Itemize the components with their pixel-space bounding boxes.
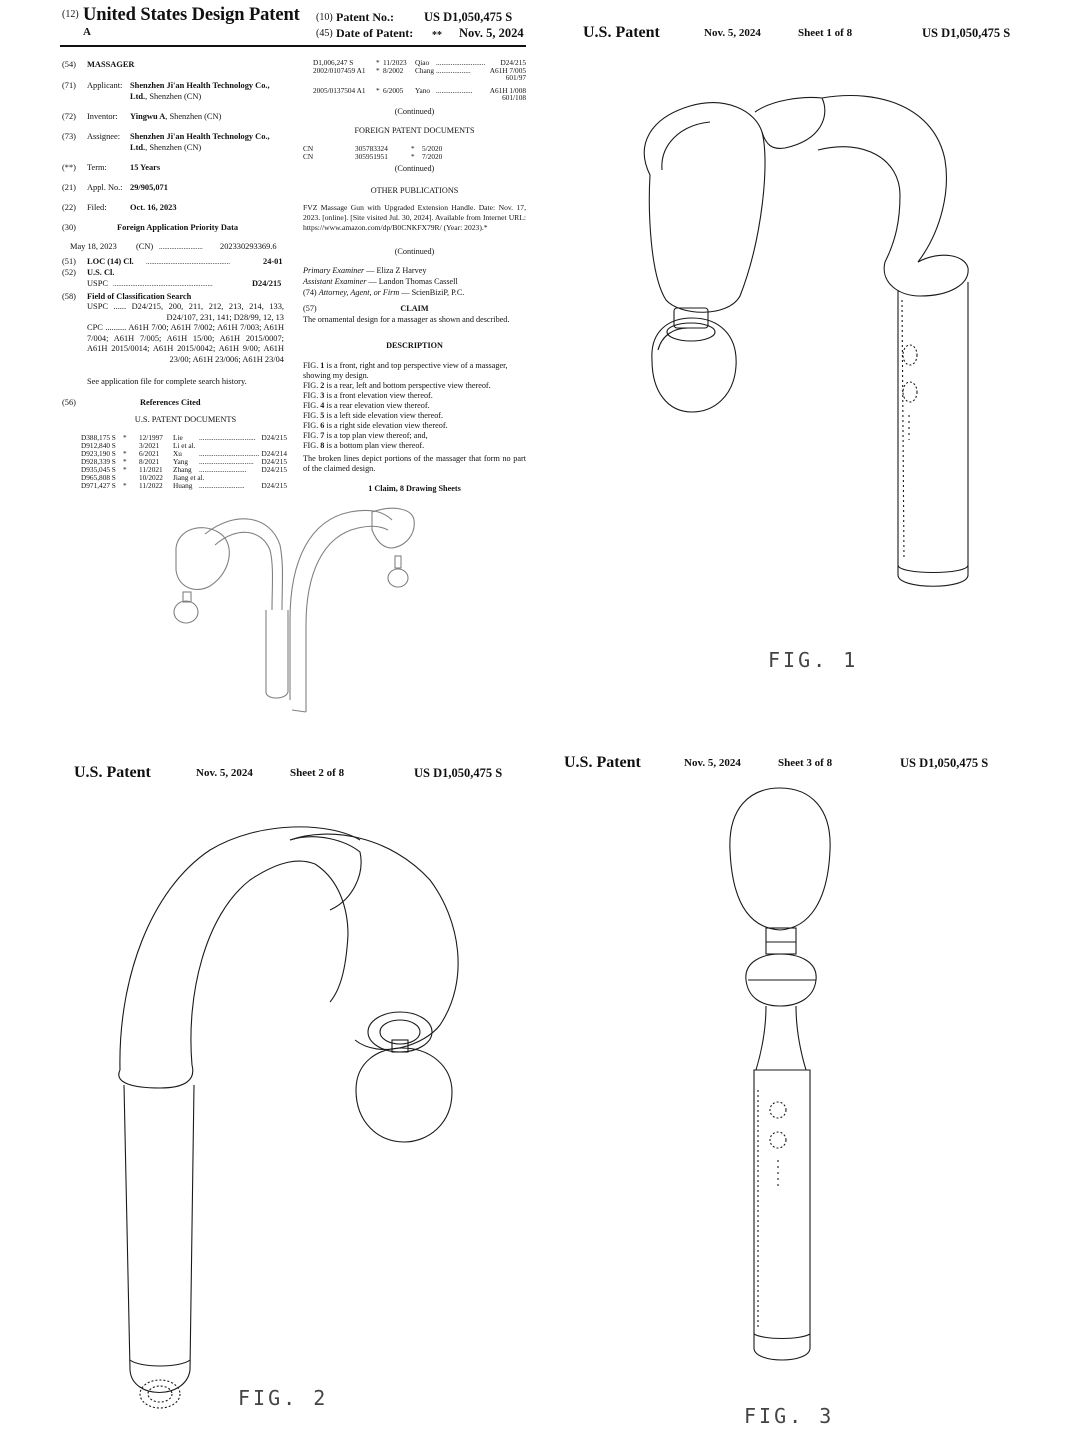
reference-date: 11/2023 <box>383 58 407 67</box>
fig1-handle-seam <box>902 300 904 560</box>
fig-number: 4 <box>320 401 325 410</box>
reference-no: D1,006,247 S <box>313 58 354 67</box>
search-uspc: USPC ...... D24/215, 200, 211, 212, 213, 214, 133, D24/107, 231, 141; D28/99, 12, 13 <box>87 302 284 322</box>
fig3-drawing <box>540 730 1080 1440</box>
fig-number: 5 <box>320 411 325 420</box>
reference-star: * <box>376 58 380 67</box>
fig1-arch-outer <box>822 96 946 262</box>
fig-description: is a top plan view thereof; and, <box>324 431 428 440</box>
field-72-num: (72) <box>62 112 76 121</box>
fig-number: 3 <box>320 391 325 400</box>
fig-number: 1 <box>320 361 325 370</box>
reference-dots: ......................... <box>199 481 245 490</box>
fig1-head-highlight <box>662 122 710 170</box>
reference-star: * <box>123 481 127 490</box>
applicant-name: Shenzhen Ji'an Health Technology Co., Ltd. <box>130 81 270 101</box>
fp-head-right <box>372 508 414 548</box>
fp-handle-left <box>266 610 288 698</box>
reference-date: 10/2022 <box>139 473 163 482</box>
assistant-label: Assistant Examiner <box>303 277 367 286</box>
reference-no: D935,045 S <box>81 465 116 474</box>
inventor-location: , Shenzhen (CN) <box>165 112 222 121</box>
attorney-num: (74) <box>303 288 317 297</box>
reference-name: Zhang <box>173 465 192 474</box>
other-pubs-text: FVZ Massage Gun with Upgraded Extension Handle. Date: Nov. 17, 2023. [online]. [Site visited Jul. 30, 2024]. Available from Internet URL: https://www.amazon.com/dp/B0CNKFX79R/ (Year: 2023).* <box>303 203 526 232</box>
date-stars: ** <box>432 30 442 41</box>
fig2-handle-ring <box>130 1360 190 1366</box>
reference-dots: ............................... <box>199 433 256 442</box>
search-cpc: CPC .......... A61H 7/00; A61H 7/002; A61H 7/003; A61H 7/004; A61H 7/005; A61H 15/00; A61H 2015/0007; A61H 2015/0014; A61H 2015/0042; A61H 9/00; A61H 23/00; A61H 23/006; A61H 23/04 <box>87 323 284 364</box>
inventor-name: Yingwu A <box>130 112 166 121</box>
reference-date: 6/2021 <box>139 449 160 458</box>
sheet-1 <box>540 0 1080 720</box>
reference-star: * <box>376 86 380 95</box>
field-71-num: (71) <box>62 81 76 90</box>
fig2-arch-outer <box>120 827 360 1070</box>
fig2-band <box>290 837 361 910</box>
fig-prefix: FIG. <box>303 421 321 430</box>
fig-number: 2 <box>320 381 325 390</box>
reference-no: D912,840 S <box>81 441 116 450</box>
title-field: MASSAGER <box>87 60 135 69</box>
priority-date: May 18, 2023 <box>70 242 117 251</box>
fig2-vent <box>140 1380 180 1408</box>
sheet3-us-patent: U.S. Patent <box>564 754 641 771</box>
reference-star: * <box>123 433 127 442</box>
reference-date: 7/2020 <box>422 152 443 161</box>
broken-lines-note: The broken lines depict portions of the massager that form no part of the claimed design. <box>303 454 526 473</box>
fig-number: 7 <box>320 431 325 440</box>
fp-base-right <box>292 710 306 712</box>
description-heading: DESCRIPTION <box>386 341 443 350</box>
fig-prefix: FIG. <box>303 401 321 410</box>
attorney-label: Attorney, Agent, or Firm <box>318 288 400 297</box>
field-73-num: (73) <box>62 132 76 141</box>
foreign-docs-heading: FOREIGN PATENT DOCUMENTS <box>354 126 475 135</box>
reference-cc: CN <box>303 152 314 161</box>
fig2-head-outer <box>290 834 458 1049</box>
reference-no: 305951951 <box>355 152 388 161</box>
fig1-drawing <box>540 0 1080 720</box>
fig-prefix: FIG. <box>303 411 321 420</box>
reference-cc: CN <box>303 144 314 153</box>
fig1-ball-highlight <box>658 328 688 350</box>
reference-name: Yano <box>415 86 431 95</box>
reference-star: * <box>123 457 127 466</box>
term-value: 15 Years <box>130 163 161 172</box>
reference-cls: A61H 1/008 <box>489 86 526 95</box>
sheet-3 <box>540 730 1080 1440</box>
fig1-label: FIG. 1 <box>768 648 859 672</box>
claims-summary: 1 Claim, 8 Drawing Sheets <box>368 484 461 493</box>
reference-date: 11/2021 <box>139 465 163 474</box>
date-label: Date of Patent: <box>336 26 414 40</box>
reference-cls: A61H 7/005 <box>489 66 526 75</box>
sheet3-patent-number: US D1,050,475 S <box>900 756 989 770</box>
fig1-head <box>644 103 765 313</box>
reference-no: D928,339 S <box>81 457 116 466</box>
reference-no: D965,808 S <box>81 473 116 482</box>
reference-cls: D24/215 <box>261 465 287 474</box>
fig-prefix: FIG. <box>303 441 321 450</box>
appl-no-value: 29/905,071 <box>130 183 168 192</box>
priority-country: (CN) <box>136 242 154 251</box>
reference-star: * <box>411 144 415 153</box>
loc-value: 24-01 <box>263 257 283 266</box>
priority-number: 202330293369.6 <box>220 242 277 251</box>
fig2-handle <box>124 1085 194 1393</box>
fig-prefix: FIG. <box>303 431 321 440</box>
fig1-handle-top <box>884 255 968 296</box>
reference-cls2: 601/97 <box>505 73 526 82</box>
fig2-arch-inner <box>191 861 315 1065</box>
fig1-ball <box>652 318 736 412</box>
reference-dots: ........................... <box>436 58 486 67</box>
appl-no-label: Appl. No.: <box>87 183 123 192</box>
reference-date: 8/2002 <box>383 66 404 75</box>
loc-label: LOC (14) Cl. <box>87 257 134 266</box>
fp-shaft-right <box>395 556 401 568</box>
fig-description: is a front, right and top perspective view of a massager, showing my design. <box>303 361 508 380</box>
field-22-num: (22) <box>62 203 76 212</box>
applicant-block: Shenzhen Ji'an Health Technology Co., Ltd., Shenzhen (CN) <box>130 81 270 101</box>
uspc-value: D24/215 <box>252 279 282 288</box>
reference-dots: .................... <box>436 86 473 95</box>
sheet3-date: Nov. 5, 2024 <box>684 757 741 769</box>
sheet2-patent-number: US D1,050,475 S <box>414 766 503 780</box>
fp-ball-left <box>174 601 198 623</box>
fig3-handle-ring <box>754 1334 810 1339</box>
field-52-num: (52) <box>62 268 76 277</box>
inventor-label: Inventor: <box>87 112 118 121</box>
reference-name: Huang <box>173 481 193 490</box>
assignee-block: Shenzhen Ji'an Health Technology Co., Ltd., Shenzhen (CN) <box>130 132 270 152</box>
reference-no: 2005/0137504 A1 <box>313 86 366 95</box>
fig2-vent-inner <box>148 1386 172 1402</box>
field-30-num: (30) <box>62 223 76 232</box>
reference-no: D388,175 S <box>81 433 116 442</box>
reference-date: 8/2021 <box>139 457 160 466</box>
us-cl-label: U.S. Cl. <box>87 268 115 277</box>
code-12: (12) <box>62 9 79 20</box>
reference-no: D923,190 S <box>81 449 116 458</box>
reference-cls: D24/215 <box>261 457 287 466</box>
reference-star: * <box>123 449 127 458</box>
reference-no: 305783324 <box>355 144 388 153</box>
fig3-button-2 <box>770 1132 786 1148</box>
reference-no: 2002/0107459 A1 <box>313 66 366 75</box>
fp-ball-right <box>388 569 408 587</box>
reference-date: 6/2005 <box>383 86 404 95</box>
sheet2-date: Nov. 5, 2024 <box>196 767 253 779</box>
fig-description: is a rear, left and bottom perspective view thereof. <box>324 381 491 390</box>
assignee-label: Assignee: <box>87 132 121 141</box>
fig1-button-1 <box>903 345 917 365</box>
assignee-location: Shenzhen (CN) <box>149 142 202 152</box>
fig2-label: FIG. 2 <box>238 1386 329 1410</box>
patent-date: Nov. 5, 2024 <box>459 26 524 40</box>
fig-prefix: FIG. <box>303 361 321 370</box>
sheet2-us-patent: U.S. Patent <box>74 764 151 781</box>
reference-star: * <box>123 465 127 474</box>
reference-cls: D24/215 <box>500 58 526 67</box>
reference-dots: ................................. <box>199 449 260 458</box>
claim-text: The ornamental design for a massager as shown and described. <box>303 315 510 324</box>
reference-date: 3/2021 <box>139 441 160 450</box>
fig2-drawing <box>0 740 540 1440</box>
field-51-num: (51) <box>62 257 76 266</box>
sheet1-patent-number: US D1,050,475 S <box>922 26 1011 40</box>
fig2-handle-top <box>119 1065 193 1088</box>
claim-num: (57) <box>303 304 317 313</box>
search-field-label: Field of Classification Search <box>87 292 192 301</box>
reference-date: 12/1997 <box>139 433 163 442</box>
reference-star: * <box>376 66 380 75</box>
reference-cls: D24/215 <box>261 433 287 442</box>
priority-dots: ......................... <box>159 243 203 251</box>
term-label: Term: <box>87 163 107 172</box>
fig-number: 6 <box>320 421 325 430</box>
reference-name: Lie <box>173 433 183 442</box>
uspc-label: USPC <box>87 279 108 288</box>
fig3-button-1 <box>770 1102 786 1118</box>
fig-number: 8 <box>320 441 325 450</box>
fig3-head <box>730 788 830 930</box>
term-num: (**) <box>62 163 76 172</box>
fig2-head-inner <box>315 864 348 1002</box>
search-history-note: See application file for complete search history. <box>87 377 247 386</box>
patent-type-title: United States Design Patent <box>83 5 300 25</box>
reference-name: Chang <box>415 66 435 75</box>
fig3-neck-right <box>796 1006 806 1070</box>
fig-description: is a left side elevation view thereof. <box>324 411 444 420</box>
fig1-collar <box>667 323 715 341</box>
code-45: (45) <box>316 28 333 39</box>
fig1-band <box>755 98 825 149</box>
code-10: (10) <box>316 12 333 23</box>
filed-label: Filed: <box>87 203 107 212</box>
fig-prefix: FIG. <box>303 391 321 400</box>
fp-body-right-inner <box>306 526 388 712</box>
reference-dots: ................... <box>436 66 471 75</box>
continued-1: (Continued) <box>394 107 435 116</box>
fig1-handle-ring <box>898 565 968 573</box>
reference-cls: D24/215 <box>261 481 287 490</box>
reference-dots: .......................... <box>199 465 247 474</box>
reference-cls: D24/214 <box>261 449 287 458</box>
priority-heading: Foreign Application Priority Data <box>117 223 239 232</box>
patent-number: US D1,050,475 S <box>424 10 513 24</box>
fig3-handle <box>754 1070 810 1360</box>
primary-name: — Eliza Z Harvey <box>364 266 427 275</box>
sheet1-sheet-number: Sheet 1 of 8 <box>798 27 853 39</box>
assistant-name: — Landon Thomas Cassell <box>366 277 458 286</box>
reference-name: Li et al. <box>173 441 196 450</box>
fp-neck-left-inner <box>215 532 273 610</box>
reference-date: 11/2022 <box>139 481 163 490</box>
reference-dots: .............................. <box>199 457 254 466</box>
reference-name: Qiao <box>415 58 430 67</box>
fig3-label: FIG. 3 <box>744 1404 835 1428</box>
sheet-2 <box>0 740 540 1440</box>
field-58-num: (58) <box>62 292 76 301</box>
reference-star: * <box>411 152 415 161</box>
continued-2: (Continued) <box>394 164 435 173</box>
field-56-num: (56) <box>62 398 76 407</box>
uspc-dots: ......................................................... <box>113 280 213 288</box>
fig-description: is a rear elevation view thereof. <box>324 401 430 410</box>
assignee-name: Shenzhen Ji'an Health Technology Co., Ltd. <box>130 132 270 152</box>
sheet3-sheet-number: Sheet 3 of 8 <box>778 757 833 769</box>
fig2-ball <box>356 1048 452 1142</box>
claim-heading: CLAIM <box>400 304 429 313</box>
fig1-arch-inner <box>818 147 900 262</box>
inventor-short: A <box>83 26 91 38</box>
fig1-button-2 <box>903 382 917 402</box>
primary-label: Primary Examiner <box>303 266 365 275</box>
other-pubs-heading: OTHER PUBLICATIONS <box>370 186 459 195</box>
us-docs-heading: U.S. PATENT DOCUMENTS <box>134 415 237 424</box>
fig-prefix: FIG. <box>303 381 321 390</box>
reference-name: Yang <box>173 457 189 466</box>
patent-no-label: Patent No.: <box>336 10 394 24</box>
field-54-num: (54) <box>62 60 76 69</box>
field-21-num: (21) <box>62 183 76 192</box>
fig2-collar <box>368 1012 432 1052</box>
fig-description: is a front elevation view thereof. <box>324 391 433 400</box>
attorney-name: — ScienBiziP, P.C. <box>399 288 465 297</box>
loc-dots: ................................................ <box>146 258 230 266</box>
fig-description: is a bottom plan view thereof. <box>324 441 425 450</box>
fig3-neck-left <box>756 1006 766 1070</box>
continued-3: (Continued) <box>394 247 435 256</box>
fig3-shaft <box>766 928 796 954</box>
fig-description: is a right side elevation view thereof. <box>324 421 448 430</box>
reference-name: Xu <box>173 449 182 458</box>
reference-date: 5/2020 <box>422 144 443 153</box>
sheet2-sheet-number: Sheet 2 of 8 <box>290 767 345 779</box>
filed-value: Oct. 16, 2023 <box>130 203 177 212</box>
front-page-drawing <box>0 0 540 720</box>
sheet1-date: Nov. 5, 2024 <box>704 27 761 39</box>
fp-head-left <box>176 528 229 590</box>
front-page <box>0 0 540 720</box>
applicant-label: Applicant: <box>87 81 123 90</box>
references-heading: References Cited <box>140 398 201 407</box>
reference-no: D971,427 S <box>81 481 116 490</box>
reference-name: Jiang et al. <box>173 473 205 482</box>
applicant-location: Shenzhen (CN) <box>149 91 202 101</box>
sheet1-us-patent: U.S. Patent <box>583 24 660 41</box>
reference-cls2: 601/108 <box>502 93 526 102</box>
